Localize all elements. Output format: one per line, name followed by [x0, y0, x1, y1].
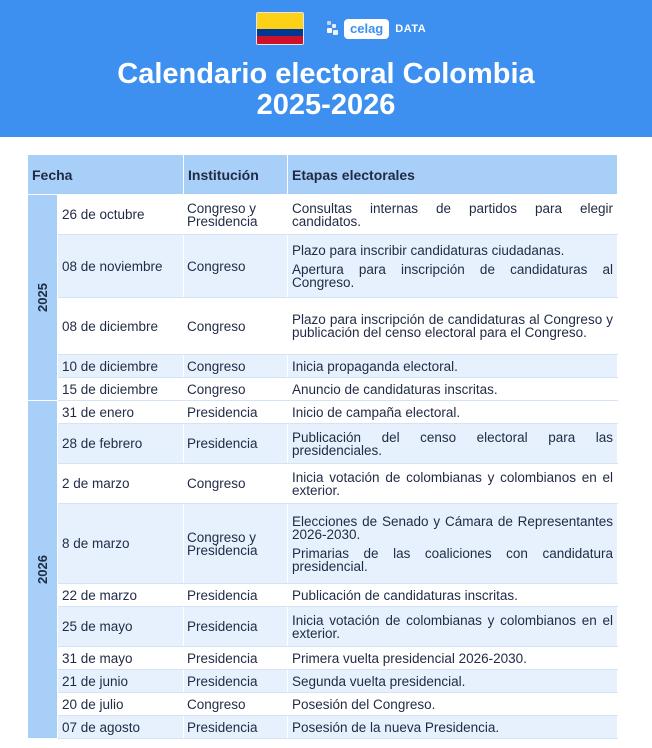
cell-fecha: 25 de mayo [58, 607, 184, 647]
cell-fecha: 08 de noviembre [58, 235, 184, 298]
table-header-row [28, 155, 618, 195]
colombia-flag-icon [256, 12, 304, 45]
title-line-1: Calendario electoral Colombia [117, 58, 535, 90]
cell-etapas [288, 607, 618, 647]
cell-etapas [288, 670, 618, 693]
etapa-text: Apertura para inscripción de candidaturas al Congreso. [292, 261, 613, 290]
table-row [28, 401, 618, 424]
cell-institucion: Congreso [184, 378, 288, 401]
cell-institucion: Congreso [184, 464, 288, 504]
table-row [28, 693, 618, 716]
cell-institucion: Presidencia [184, 401, 288, 424]
page-title [0, 59, 652, 121]
cell-institucion: Congreso [184, 355, 288, 378]
logo-text: celag [344, 19, 389, 39]
etapa-text: Inicia votación de colombianas y colombianos en el exterior. [292, 469, 613, 498]
cell-fecha: 31 de mayo [58, 647, 184, 670]
cell-institucion: Congreso y Presidencia [184, 504, 288, 584]
cell-fecha: 15 de diciembre [58, 378, 184, 401]
cell-etapas [288, 355, 618, 378]
cell-institucion: Congreso [184, 693, 288, 716]
table-row [28, 504, 618, 584]
etapa-text: Anuncio de candidaturas inscritas. [292, 381, 498, 397]
logo-suffix: DATA [395, 23, 427, 35]
cell-institucion: Presidencia [184, 647, 288, 670]
etapa-text: Posesión de la nueva Presidencia. [292, 719, 500, 735]
table-body [28, 195, 618, 739]
etapa-text: Primarias de las coaliciones con candidatura presidencial. [292, 545, 613, 574]
table-row [28, 670, 618, 693]
cell-institucion: Presidencia [184, 424, 288, 464]
cell-etapas [288, 504, 618, 584]
year-label-cell [28, 195, 58, 401]
title-line-2: 2025-2026 [256, 89, 396, 121]
cell-institucion: Presidencia [184, 670, 288, 693]
etapa-text: Consultas internas de partidos para elegir candidatos. [292, 200, 613, 229]
header-fecha: Fecha [28, 155, 184, 195]
header-institucion: Institución [184, 155, 288, 195]
etapa-text: Posesión del Congreso. [292, 696, 436, 712]
etapa-text: Segunda vuelta presidencial. [292, 673, 466, 689]
cell-fecha: 21 de junio [58, 670, 184, 693]
etapa-text: Publicación de candidaturas inscritas. [292, 587, 518, 603]
etapa-text: Plazo para inscribir candidaturas ciudadanas. [292, 242, 565, 258]
flag-stripe-yellow [257, 13, 303, 29]
cell-fecha: 20 de julio [58, 693, 184, 716]
table-row [28, 424, 618, 464]
cell-fecha: 8 de marzo [58, 504, 184, 584]
year-label-cell [28, 401, 58, 739]
table-row [28, 378, 618, 401]
cell-etapas [288, 235, 618, 298]
celag-logo [327, 18, 426, 40]
cell-fecha: 22 de marzo [58, 584, 184, 607]
header-etapas: Etapas electorales [288, 155, 618, 195]
cell-etapas [288, 401, 618, 424]
table-row [28, 464, 618, 504]
header-banner [0, 0, 652, 137]
cell-institucion: Presidencia [184, 716, 288, 739]
cell-fecha: 28 de febrero [58, 424, 184, 464]
cell-etapas [288, 716, 618, 739]
etapa-text: Publicación del censo electoral para las presidenciales. [292, 429, 613, 458]
etapa-text: Inicio de campaña electoral. [292, 404, 461, 420]
cell-institucion: Congreso [184, 298, 288, 355]
calendar-table-container [27, 154, 617, 739]
etapa-text: Plazo para inscripción de candidaturas al Congreso y publicación del censo electoral para el Congreso. [292, 312, 613, 340]
cell-institucion: Presidencia [184, 584, 288, 607]
cell-etapas [288, 584, 618, 607]
year-label: 2026 [34, 555, 50, 584]
flag-stripe-red [257, 36, 303, 44]
cell-fecha: 2 de marzo [58, 464, 184, 504]
celag-pixel-icon [327, 21, 341, 37]
cell-etapas [288, 464, 618, 504]
cell-etapas [288, 378, 618, 401]
cell-institucion: Congreso y Presidencia [184, 195, 288, 235]
cell-institucion: Presidencia [184, 607, 288, 647]
etapa-text: Primera vuelta presidencial 2026-2030. [292, 650, 527, 666]
cell-fecha: 10 de diciembre [58, 355, 184, 378]
etapa-text: Inicia votación de colombianas y colombianos en el exterior. [292, 612, 613, 641]
table-row [28, 298, 618, 355]
table-row [28, 607, 618, 647]
cell-etapas [288, 195, 618, 235]
cell-fecha: 08 de diciembre [58, 298, 184, 355]
table-row [28, 355, 618, 378]
etapa-text: Inicia propaganda electoral. [292, 358, 458, 374]
cell-fecha: 26 de octubre [58, 195, 184, 235]
cell-etapas [288, 424, 618, 464]
cell-etapas [288, 647, 618, 670]
table-row [28, 647, 618, 670]
cell-institucion: Congreso [184, 235, 288, 298]
calendar-table [27, 154, 618, 739]
table-row [28, 235, 618, 298]
cell-fecha: 07 de agosto [58, 716, 184, 739]
etapa-text: Elecciones de Senado y Cámara de Representantes 2026-2030. [292, 513, 613, 542]
cell-etapas [288, 693, 618, 716]
table-row [28, 716, 618, 739]
cell-etapas [288, 298, 618, 355]
table-row [28, 195, 618, 235]
flag-stripe-blue [257, 29, 303, 37]
table-row [28, 584, 618, 607]
cell-fecha: 31 de enero [58, 401, 184, 424]
year-label: 2025 [34, 283, 50, 312]
